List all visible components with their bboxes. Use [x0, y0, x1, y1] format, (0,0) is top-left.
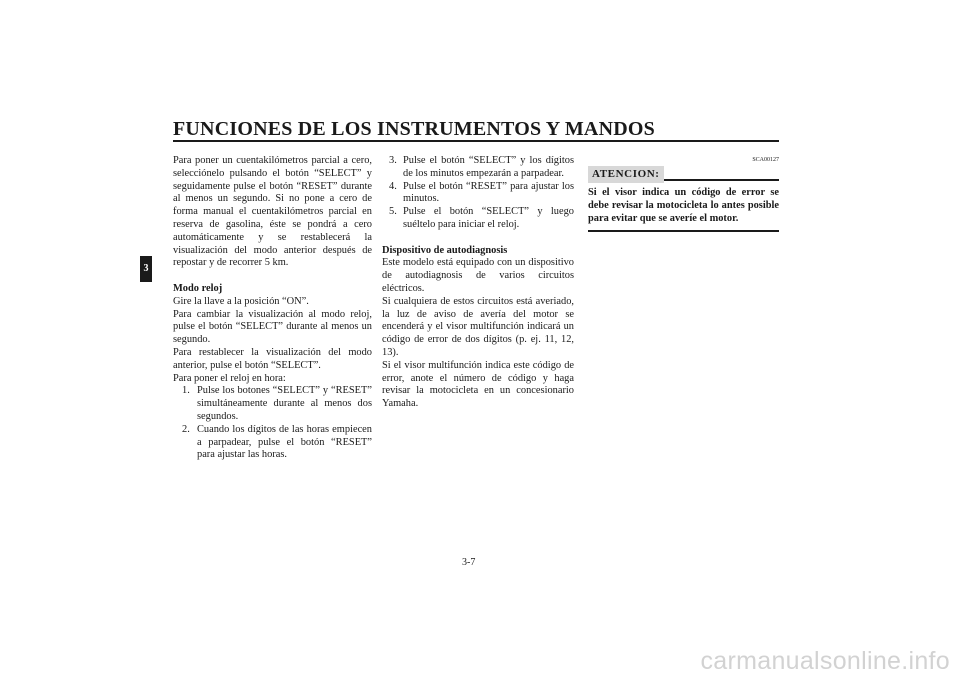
list-item — [173, 424, 372, 462]
list-item-text: Pulse el botón “SELECT” y luego suéltelo para iniciar el reloj. — [403, 206, 574, 230]
caution-rule — [664, 179, 779, 181]
caution-text: Si el visor indica un código de error se debe revisar la motocicleta lo antes posible para evitar que se averíe el motor. — [588, 186, 779, 232]
clock-instruction-1: Gire la llave a la posición “ON”. — [173, 295, 309, 307]
list-item-number: 4. — [389, 180, 397, 192]
trip-reset-paragraph: Para poner un cuentakilómetros parcial a cero, selecciónelo pulsando el botón “SELECT” y seguidamente pulse el botón “RESET” durante al menos un segundo. Si no pone a cero de forma manual el cuentakilómetros parcial en reserva de gasolina, éste se pondrá a cero automáticamente y se restablecerá la visualización del modo anterior después de repostar y de recorrer 5 km. — [173, 155, 372, 269]
list-item-text: Pulse el botón “RESET” para ajustar los minutos. — [403, 180, 574, 205]
self-diagnosis-text-3: Si el visor multifunción indica este código de error, anote el número de código y haga revisar la motocicleta en un concesionario Yamaha. — [382, 359, 574, 410]
self-diagnosis-heading: Dispositivo de autodiagnosis — [382, 244, 508, 256]
self-diagnosis-text-2: Si cualquiera de estos circuitos está averiado, la luz de aviso de avería del motor se encenderá y el visor multifunción indicará un código de error de dos dígitos (p. ej. 11, 12, 13). — [382, 295, 574, 358]
list-item-number: 1. — [182, 385, 190, 397]
clock-instruction-2: Para cambiar la visualización al modo reloj, pulse el botón “SELECT” durante al menos un segundo. — [173, 308, 372, 346]
list-item-text: Pulse el botón “SELECT” y los dígitos de los minutos empezarán a parpadear. — [403, 155, 574, 179]
column-left — [173, 155, 372, 462]
self-diagnosis-text-1: Este modelo está equipado con un dispositivo de autodiagnosis de varios circuitos eléctricos. — [382, 257, 574, 294]
clock-instruction-3: Para restablecer la visualización del modo anterior, pulse el botón “SELECT”. — [173, 346, 372, 371]
caution-label: ATENCION: — [588, 166, 664, 183]
title-rule — [173, 140, 779, 142]
list-item-text: Cuando los dígitos de las horas empiecen a parpadear, pulse el botón “RESET” para ajustar las horas. — [197, 423, 372, 461]
list-item — [382, 155, 574, 181]
chapter-tab: 3 — [140, 256, 152, 282]
page-number: 3-7 — [462, 557, 476, 568]
clock-mode-heading: Modo reloj — [173, 282, 223, 294]
list-item — [382, 181, 574, 207]
list-item — [382, 206, 574, 232]
list-item-number: 3. — [389, 155, 397, 166]
list-item-text: Pulse los botones “SELECT” y “RESET” simultáneamente durante al menos dos segundos. — [197, 385, 372, 422]
caution-header — [588, 166, 779, 186]
list-item — [173, 385, 372, 423]
clock-instruction-4: Para poner el reloj en hora: — [173, 372, 286, 384]
clock-steps-list-continued — [382, 155, 574, 232]
column-middle — [382, 155, 574, 411]
list-item-number: 2. — [182, 423, 190, 435]
watermark: carmanualsonline.info — [700, 647, 950, 675]
list-item-number: 5. — [389, 206, 397, 218]
page-title: FUNCIONES DE LOS INSTRUMENTOS Y MANDOS — [173, 118, 655, 140]
reference-code: SCA00127 — [752, 157, 779, 163]
clock-steps-list — [173, 385, 372, 462]
column-right — [588, 155, 779, 232]
